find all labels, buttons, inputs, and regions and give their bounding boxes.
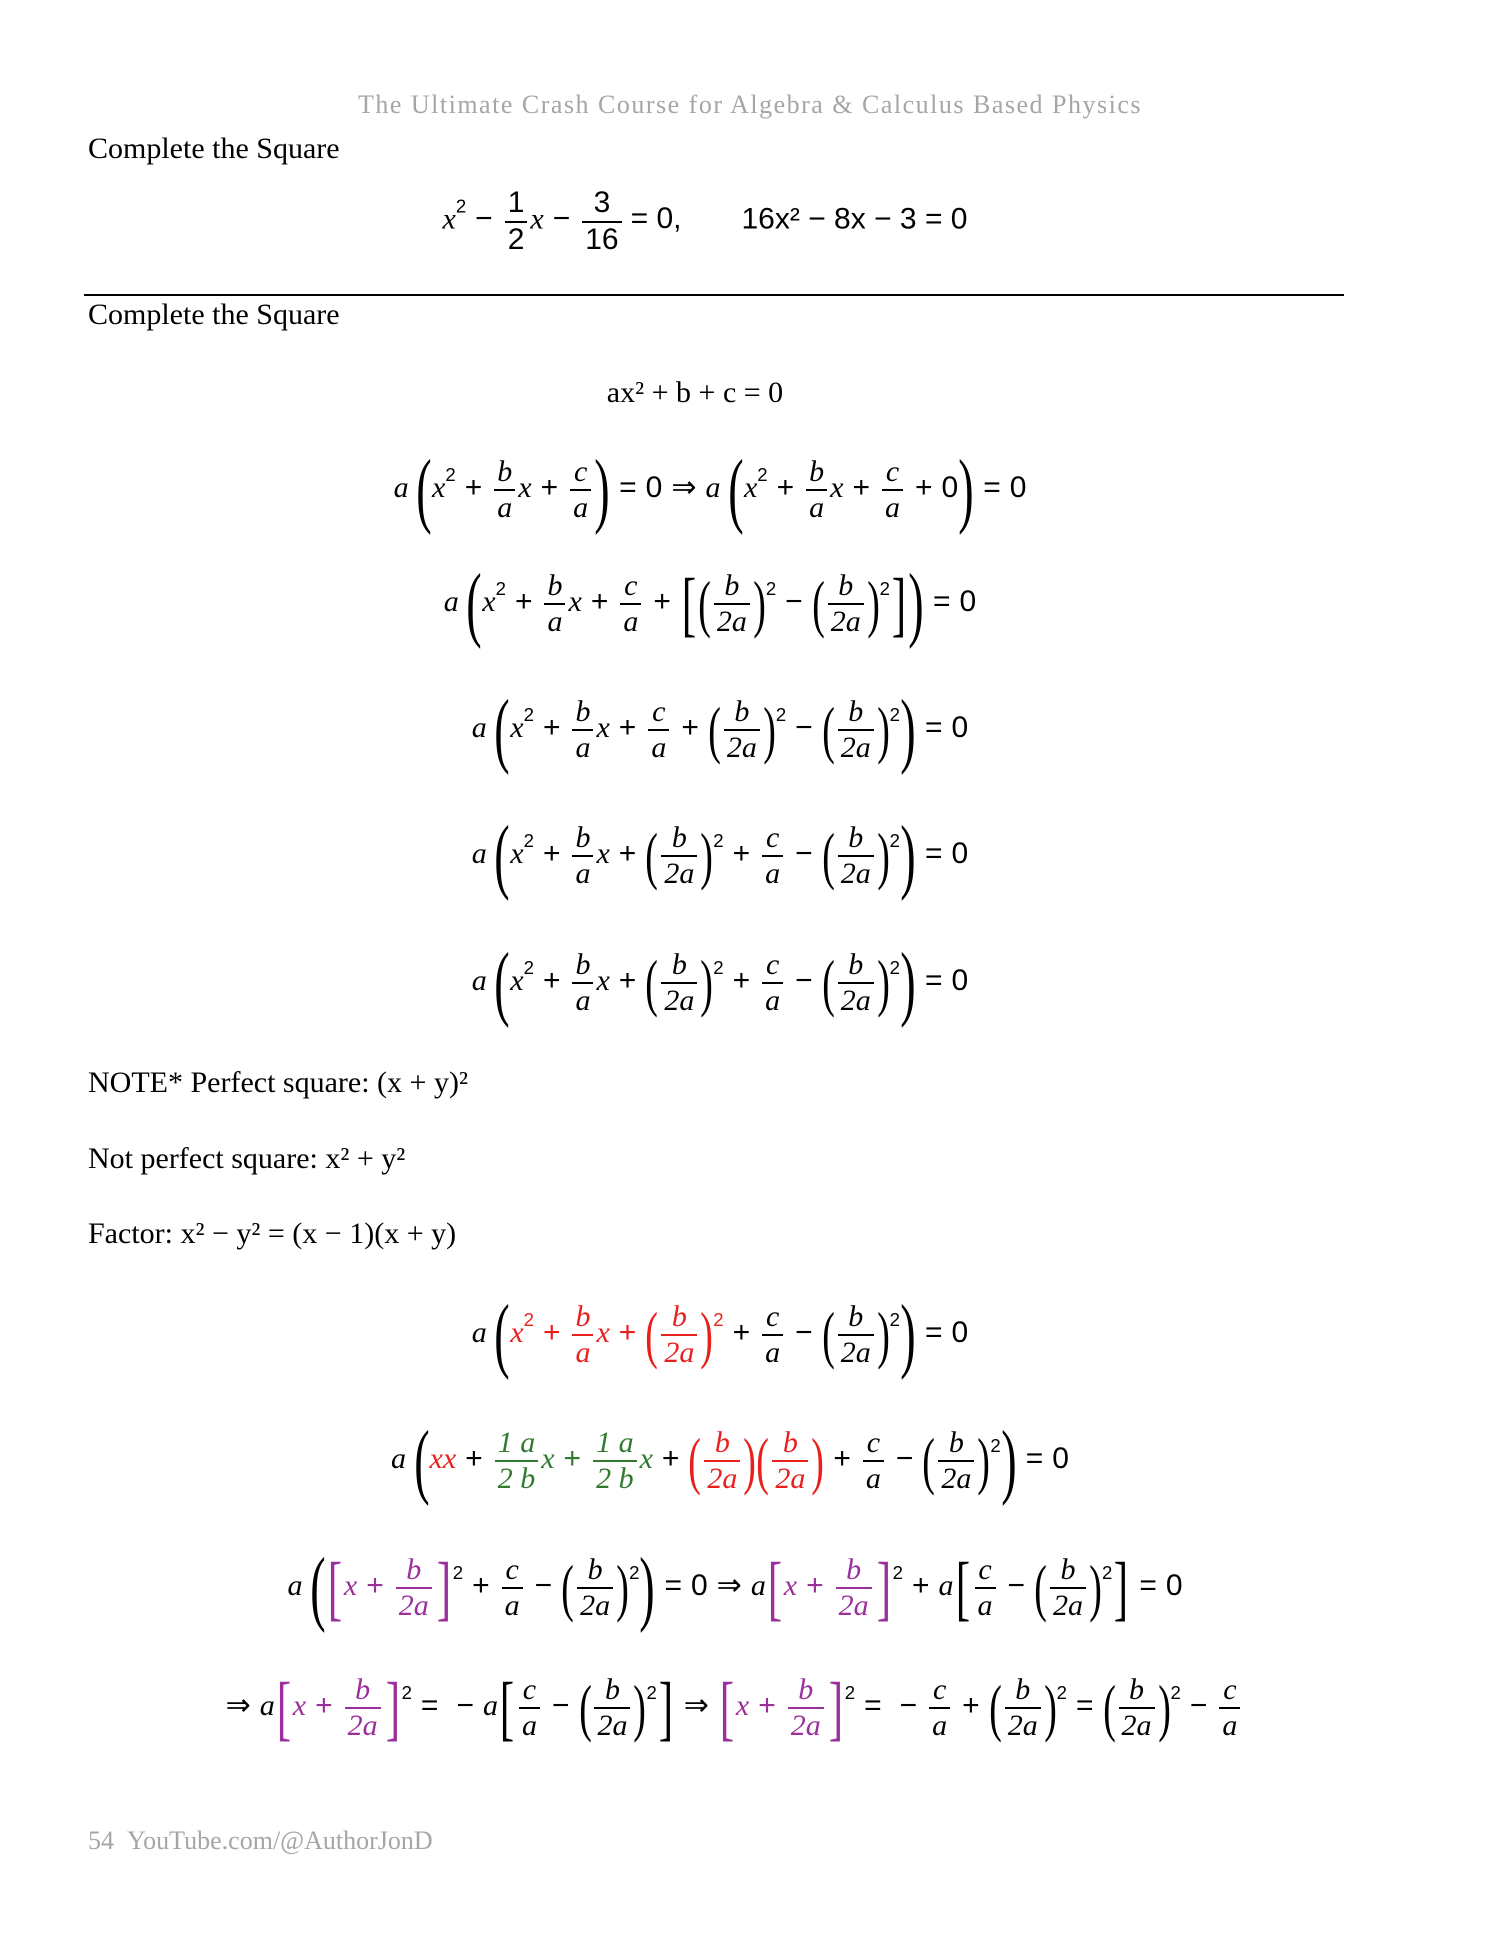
equation-step-3: a ($x^2$ + $\frac{b}{a}$ x + $\frac{c}{a}$ + ( $\frac{b}{2a}$ )$^2$ − ( $\frac{b}{2a}$ )$^2$) = 0 [471,683,969,776]
equation-step-4: a ($x^2$ + $\frac{b}{a}$ x + ( $\frac{b}{2a}$ )$^2$ + $\frac{c}{a}$ − ( $\frac{b}{2a}$ )$^2$) = 0 [471,809,969,902]
equation-step-1: a ($x^2$ + $\frac{b}{a}$ x + $\frac{c}{a}$ ) = 0 ⇒ a ($x^2$ + $\frac{b}{a}$ x + $\frac{c}{a}$ + 0) = 0 [393,443,1027,536]
section-heading-1: Complete the Square [88,132,340,165]
footer-url: YouTube.com/@AuthorJonD [127,1826,433,1855]
page-number: 54 [88,1826,114,1855]
equation-colored-3: a ([x + $\frac{b}{2a}$ ]$^2$ + $\frac{c}{a}$ − ( $\frac{b}{2a}$ )$^2$) = 0 ⇒ a[x + $\frac{b}{2a}$ ]$^2$ + a[ $\frac{c}{a}$ − ( $\frac{b}{2a}$ )$^2$] = 0 [287,1541,1183,1634]
page-footer [88,1826,433,1856]
note-factor: Factor: x² − y² = (x − 1)(x + y) [88,1217,457,1250]
equation-colored-4: ⇒ a[x + $\frac{b}{2a}$ ]$^2$ = − a[ $\frac{c}{a}$ − ( $\frac{b}{2a}$ )$^2$] ⇒ [x + $\frac{b}{2a}$ ]$^2$ = − $\frac{c}{a}$ + ( $\frac{b}{2a}$ )$^2$ = ( $\frac{b}{2a}$ )$^2$ − $\frac{c}{a}$ [0,1672,1480,1744]
divider-rule [84,294,1344,296]
equation-colored-2: a (xx + $\frac{1 a}{2 b}$ x + $\frac{1 a}{2 b}$ x + ( $\frac{b}{2a}$ )( $\frac{b}{2a}$ ) + $\frac{c}{a}$ − ( $\frac{b}{2a}$ )$^2$) = 0 [391,1414,1069,1507]
equation-step-5: a ($x^2$ + $\frac{b}{a}$ x + ( $\frac{b}{2a}$ )$^2$ + $\frac{c}{a}$ − ( $\frac{b}{2a}$ )$^2$) = 0 [471,936,969,1029]
general-form-equation: ax² + b + c = 0 [606,376,784,409]
section-heading-2: Complete the Square [88,298,340,331]
note-not-perfect-square: Not perfect square: x² + y² [88,1142,406,1175]
running-header: The Ultimate Crash Course for Algebra & Calculus Based Physics [357,90,1143,119]
equation-step-2: a ($x^2$ + $\frac{b}{a}$ x + $\frac{c}{a}$ + [( $\frac{b}{2a}$ )$^2$ − ( $\frac{b}{2a}$ )$^2$]) = 0 [443,557,977,650]
note-perfect-square: NOTE* Perfect square: (x + y)² [88,1066,468,1099]
equation-colored-1: a ($x^2$ + $\frac{b}{a}$ x + ( $\frac{b}{2a}$ )$^2$ + $\frac{c}{a}$ − ( $\frac{b}{2a}$ )$^2$) = 0 [471,1288,969,1381]
equation-1: $x^2$ − $\frac{1}{2}$ x − $\frac{3}{16}$ = 0, 16x² − 8x − 3 = 0 [442,186,968,256]
equation-1b: 16x² − 8x − 3 = 0 [741,202,968,236]
